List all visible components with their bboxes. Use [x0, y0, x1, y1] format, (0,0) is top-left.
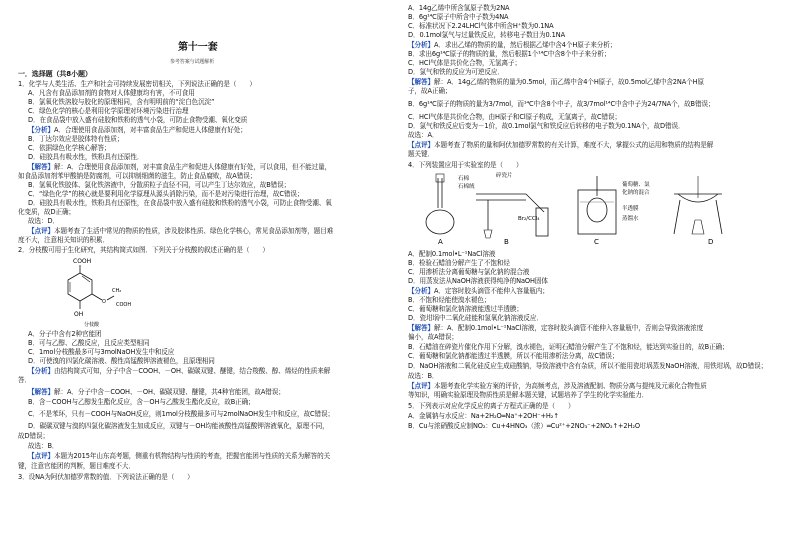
q3-analysis: 【分析】A．求出乙烯的物质的量，然后根据乙烯中含4个H原子来分析； — [408, 41, 617, 49]
q2-analysis-line: 答． — [18, 376, 31, 384]
q2-option-b: B．可与乙醇、乙酸反应，且反应类型相同 — [28, 339, 150, 347]
q3-answer: 故选：A． — [408, 131, 439, 139]
label-membrane: 半透膜 — [622, 206, 639, 212]
page-title: 第十一套 — [178, 42, 218, 53]
q4-answer: 故选：B． — [408, 372, 439, 380]
chorismic-acid-structure — [58, 256, 138, 328]
q4-analysis-line: D．瓷坩埚中二氧化硅能和氢氧化钠溶液反应． — [408, 314, 543, 322]
apparatus-a-volumetric-flask — [426, 174, 454, 246]
q2-solution: 【解答】解：A．分子中含－COOH、－OH、碳碳双键、醚键，共4种官能团，故A错误； — [28, 388, 285, 396]
q1-option-c: C．绿色化学的核心是利用化学原理对环境污染进行治理 — [28, 107, 189, 115]
q2-answer: 故选：B． — [28, 442, 59, 450]
q3-option-a: A．14g乙烯中所含氢原子数为2NA — [408, 4, 510, 12]
q3-option-c: C．标准状况下2.24LHCl气体中所含H⁺数为0.1NA — [408, 22, 554, 30]
q4-solution: 【解答】解：A．配制0.1mol•L⁻¹NaCl溶液，定容时胶头滴管不能伸入容量瓶中，否则会导致溶液浓度 — [408, 324, 704, 332]
q4-comment: 【点评】本题考查化学实验方案的评价，为高频考点，涉及溶液配制、物质分离与提纯及元素化合物性质 — [408, 382, 707, 390]
q4-option-c: C．用渗析法分离葡萄糖与氯化钠的混合液 — [408, 268, 530, 276]
q2-analysis: 【分析】由结构简式可知，分子中含－COOH、－OH、碳碳双键、醚键，结合羧酸、醇、烯烃的性质来解 — [28, 367, 331, 375]
q3-solution-line: B．6g¹⁴C原子的物质的量为3/7mol，而¹⁴C中含8个中子，故3/7mol¹⁴C中含中子为24/7NA个，故B错误； — [408, 100, 715, 108]
q5-option-a: A．金属钠与水反应：Na+2H₂O═Na⁺+2OH⁻+H₂↑ — [408, 412, 559, 420]
svg-text:O: O — [102, 299, 106, 305]
q4-comment-line: 等知识，明确实验原理及物质性质是解本题关键，试题培养了学生的化学实验能力． — [408, 391, 649, 399]
q4-option-a: A．配制0.1mol•L⁻¹NaCl溶液 — [408, 250, 496, 258]
q3-option-b: B．6g¹⁴C原子中所含中子数为4NA — [408, 13, 509, 21]
q2-solution-line: 故D错误； — [18, 432, 49, 440]
page-subtitle: 参考答案与试题解析 — [170, 59, 215, 65]
q1-option-a: A．凡含有食品添加剂的食物对人体健康均有害，不可食用 — [28, 89, 195, 97]
apparatus-label-a: A — [438, 238, 443, 246]
q2-solution-line: C．不是苯环，只有－COOH与NaOH反应，则1mol分枝酸最多可与2molNaOH发生中和反应，故C错误； — [28, 410, 334, 418]
q3-solution: 【解答】解：A．14g乙烯的物质的量为0.5mol，而乙烯中含4个H原子，故0.5mol乙烯中含2NA个H原 — [408, 78, 704, 86]
apparatus-label-c: C — [594, 238, 599, 246]
q4-option-d: D．用蒸发法从NaOH溶液获得纯净的NaOH固体 — [408, 277, 548, 285]
q3-analysis-line: C．HCl气体是共价化合物，无氢离子； — [408, 59, 522, 67]
struct-cooh-label: COOH — [73, 258, 92, 265]
q4-option-b: B．检验石蜡油分解产生了不饱和烃 — [408, 259, 510, 267]
q4-analysis-line: B．不饱和烃能使溴水褪色； — [408, 296, 491, 304]
q2-solution-line: D．碳碳双键与溴的四氯化碳溶液发生加成反应，双键与－OH均能被酸性高锰酸钾溶液氧化，原理不同， — [28, 422, 329, 430]
q1-comment: 【点评】本题考查了生活中常见的物质的性质，涉及胶体性质、绿色化学核心，常见食品添加剂等，题目难 — [28, 227, 334, 235]
question-3-stem: 3．设NA为阿伏加德罗常数的值．下列说法正确的是（ ） — [18, 473, 194, 481]
q4-solution-line: B．石蜡油在碎瓷片催化作用下分解，溴水褪色，证明石蜡油分解产生了不饱和烃，能达到实验目的，故B正确； — [408, 343, 729, 351]
q1-solution-line: C．“绿色化学”的核心就是要利用化学原理从源头消除污染，而不是对污染进行治理，故C错误； — [28, 190, 304, 198]
apparatus-label-d: D — [708, 238, 714, 246]
q3-comment: 【点评】本题考查了物质的量和阿伏加德罗常数的有关计算，难度不大，掌握公式的运用和物质的结构是解 — [408, 141, 714, 149]
q2-solution-line: B．含－COOH与乙醇发生酯化反应，含－OH与乙酸发生酯化反应，故B正确； — [28, 398, 255, 406]
label-distilled-water: 蒸馏水 — [622, 216, 639, 222]
q3-solution-line: C．HCl气体是共价化合物，由H原子和Cl原子构成，无氢离子，故C错误； — [408, 113, 622, 121]
q2-option-d: D．可使溴的四氯化碳溶液、酸性高锰酸钾溶液褪色，且原理相同 — [28, 357, 215, 365]
question-4-stem: 4．下列装置应用于实验室的是（ ） — [408, 161, 523, 169]
q1-answer: 故选：D． — [28, 217, 59, 225]
apparatus-d-evaporation — [674, 176, 722, 246]
label-nacl-mix: 化钠的混合 — [622, 190, 650, 196]
q1-solution-line: D．硅胶具有吸水性，铁粉具有还原性，在食品袋中放入盛有硅胶和铁粉的透气小袋，可防止食物受潮、氧 — [28, 199, 332, 207]
svg-text:COOH: COOH — [116, 302, 132, 308]
q1-analysis-line: D．硅胶具有吸水性，铁粉具有还原性． — [28, 153, 144, 161]
label-wool: 石棉绒 — [458, 184, 475, 190]
svg-text:CH₂: CH₂ — [112, 288, 122, 294]
q4-solution-line: 偏小，故A错误； — [408, 333, 458, 341]
q2-option-a: A．分子中含有2种官能团 — [28, 330, 102, 338]
section-heading: 一．选择题（共8小题） — [18, 70, 92, 78]
label-broken-porcelain: 碎瓷片 — [496, 173, 513, 179]
apparatus-label-b: B — [504, 238, 509, 246]
q1-option-d: D．在食品袋中放入盛有硅胶和铁粉的透气小袋，可防止食物受潮、氧化变质 — [28, 116, 248, 124]
q3-solution-line: 子，故A正确； — [408, 87, 452, 95]
q1-solution-line: B．氢氧化铁胶体、氯化铁溶液中，分散质粒子直径不同，可以产生丁达尔效应，故B错误； — [28, 181, 291, 189]
q1-analysis-line: B．丁达尔效应是胶体特有性质； — [28, 135, 124, 143]
q1-analysis-line: C．依据绿色化学核心解答； — [28, 144, 111, 152]
q5-option-b: B．Cu与浓硝酸反应制NO₂：Cu+4HNO₃（浓）═Cu²⁺+2NO₃⁻+2NO₂↑+2H₂O — [408, 422, 640, 430]
label-br2-ccl4: Br₂/CCl₄ — [518, 216, 540, 222]
q2-option-c: C．1mol分枝酸最多可与3molNaOH发生中和反应 — [28, 348, 175, 356]
q1-solution: 【解答】解：A．合理使用食品添加剂，对丰富食品生产和促进人体健康有好处，可以食用，但不能过量， — [28, 163, 332, 171]
question-1-stem: 1．化学与人类生活、生产和社会可持续发展密切相关，下列说法正确的是（ ） — [18, 80, 256, 88]
question-2-stem: 2．分枝酸可用于生化研究，其结构简式如图．下列关于分枝酸的叙述正确的是（ ） — [18, 246, 269, 254]
label-cotton: 石棉 — [458, 176, 470, 182]
apparatus-diagram — [418, 172, 748, 246]
label-glucose: 葡萄糖、氯 — [622, 182, 650, 188]
q4-analysis-line: C．葡萄糖和氯化钠溶液能透过半透膜； — [408, 305, 523, 313]
q3-option-d: D．0.1mol氯气与过量铁反应，转移电子数目为0.1NA — [408, 31, 565, 39]
q1-solution-line: 如食品添加剂苯甲酸钠是防腐剂，可以抑制细菌的滋生，防止食品腐败，故A错误； — [18, 172, 257, 180]
q3-analysis-line: B．求出6g¹⁴C原子的物质的量，然后根据1个¹⁴C中含8个中子来分析； — [408, 50, 611, 58]
struct-oh-label: OH — [74, 311, 84, 318]
q3-comment-line: 题关键． — [408, 150, 434, 158]
apparatus-c-dialysis — [578, 176, 650, 246]
q1-comment-line: 度不大，注意相关知识的积累． — [18, 236, 109, 244]
q4-analysis: 【分析】A．定容时胶头滴管不能伸入容量瓶内； — [408, 287, 549, 295]
apparatus-b-cracking-setup — [458, 172, 548, 246]
q3-analysis-line: D．氯气和铁的反应为可逆反应． — [408, 68, 504, 76]
q2-comment-line: 键，注意官能团的判断，题目难度不大． — [18, 462, 135, 470]
q1-analysis: 【分析】A．合理使用食品添加剂，对丰富食品生产和促进人体健康有好处； — [28, 126, 247, 134]
q2-comment: 【点评】本题为2015年山东高考题，侧重有机物结构与性质的考查，把握官能团与性质的关系为解答的关 — [28, 452, 331, 460]
q1-solution-line: 化变质，故D正确； — [18, 208, 75, 216]
q3-solution-line: D．氯气和铁反应后变为－1价，故0.1mol氯气和铁反应后转移的电子数为0.1NA个，故D错误． — [408, 122, 685, 130]
q4-solution-line: C．葡萄糖和氯化钠都能透过半透膜，所以不能用渗析法分离，故C错误； — [408, 352, 619, 360]
q4-solution-line: D．NaOH溶液和二氧化硅反应生成硅酸钠，导致溶液中含有杂质，所以不能用瓷坩埚蒸发NaOH溶液，用铁坩埚，故D错误； — [408, 362, 768, 370]
q1-option-b: B．氯氧化铁溶胶与胶化的原理相同，含有明明前的“淀白色沉淀” — [28, 98, 215, 106]
question-5-stem: 5．下列表示对应化学反应的离子方程式正确的是（ ） — [408, 402, 575, 410]
struct-caption: 分枝酸 — [84, 322, 100, 328]
